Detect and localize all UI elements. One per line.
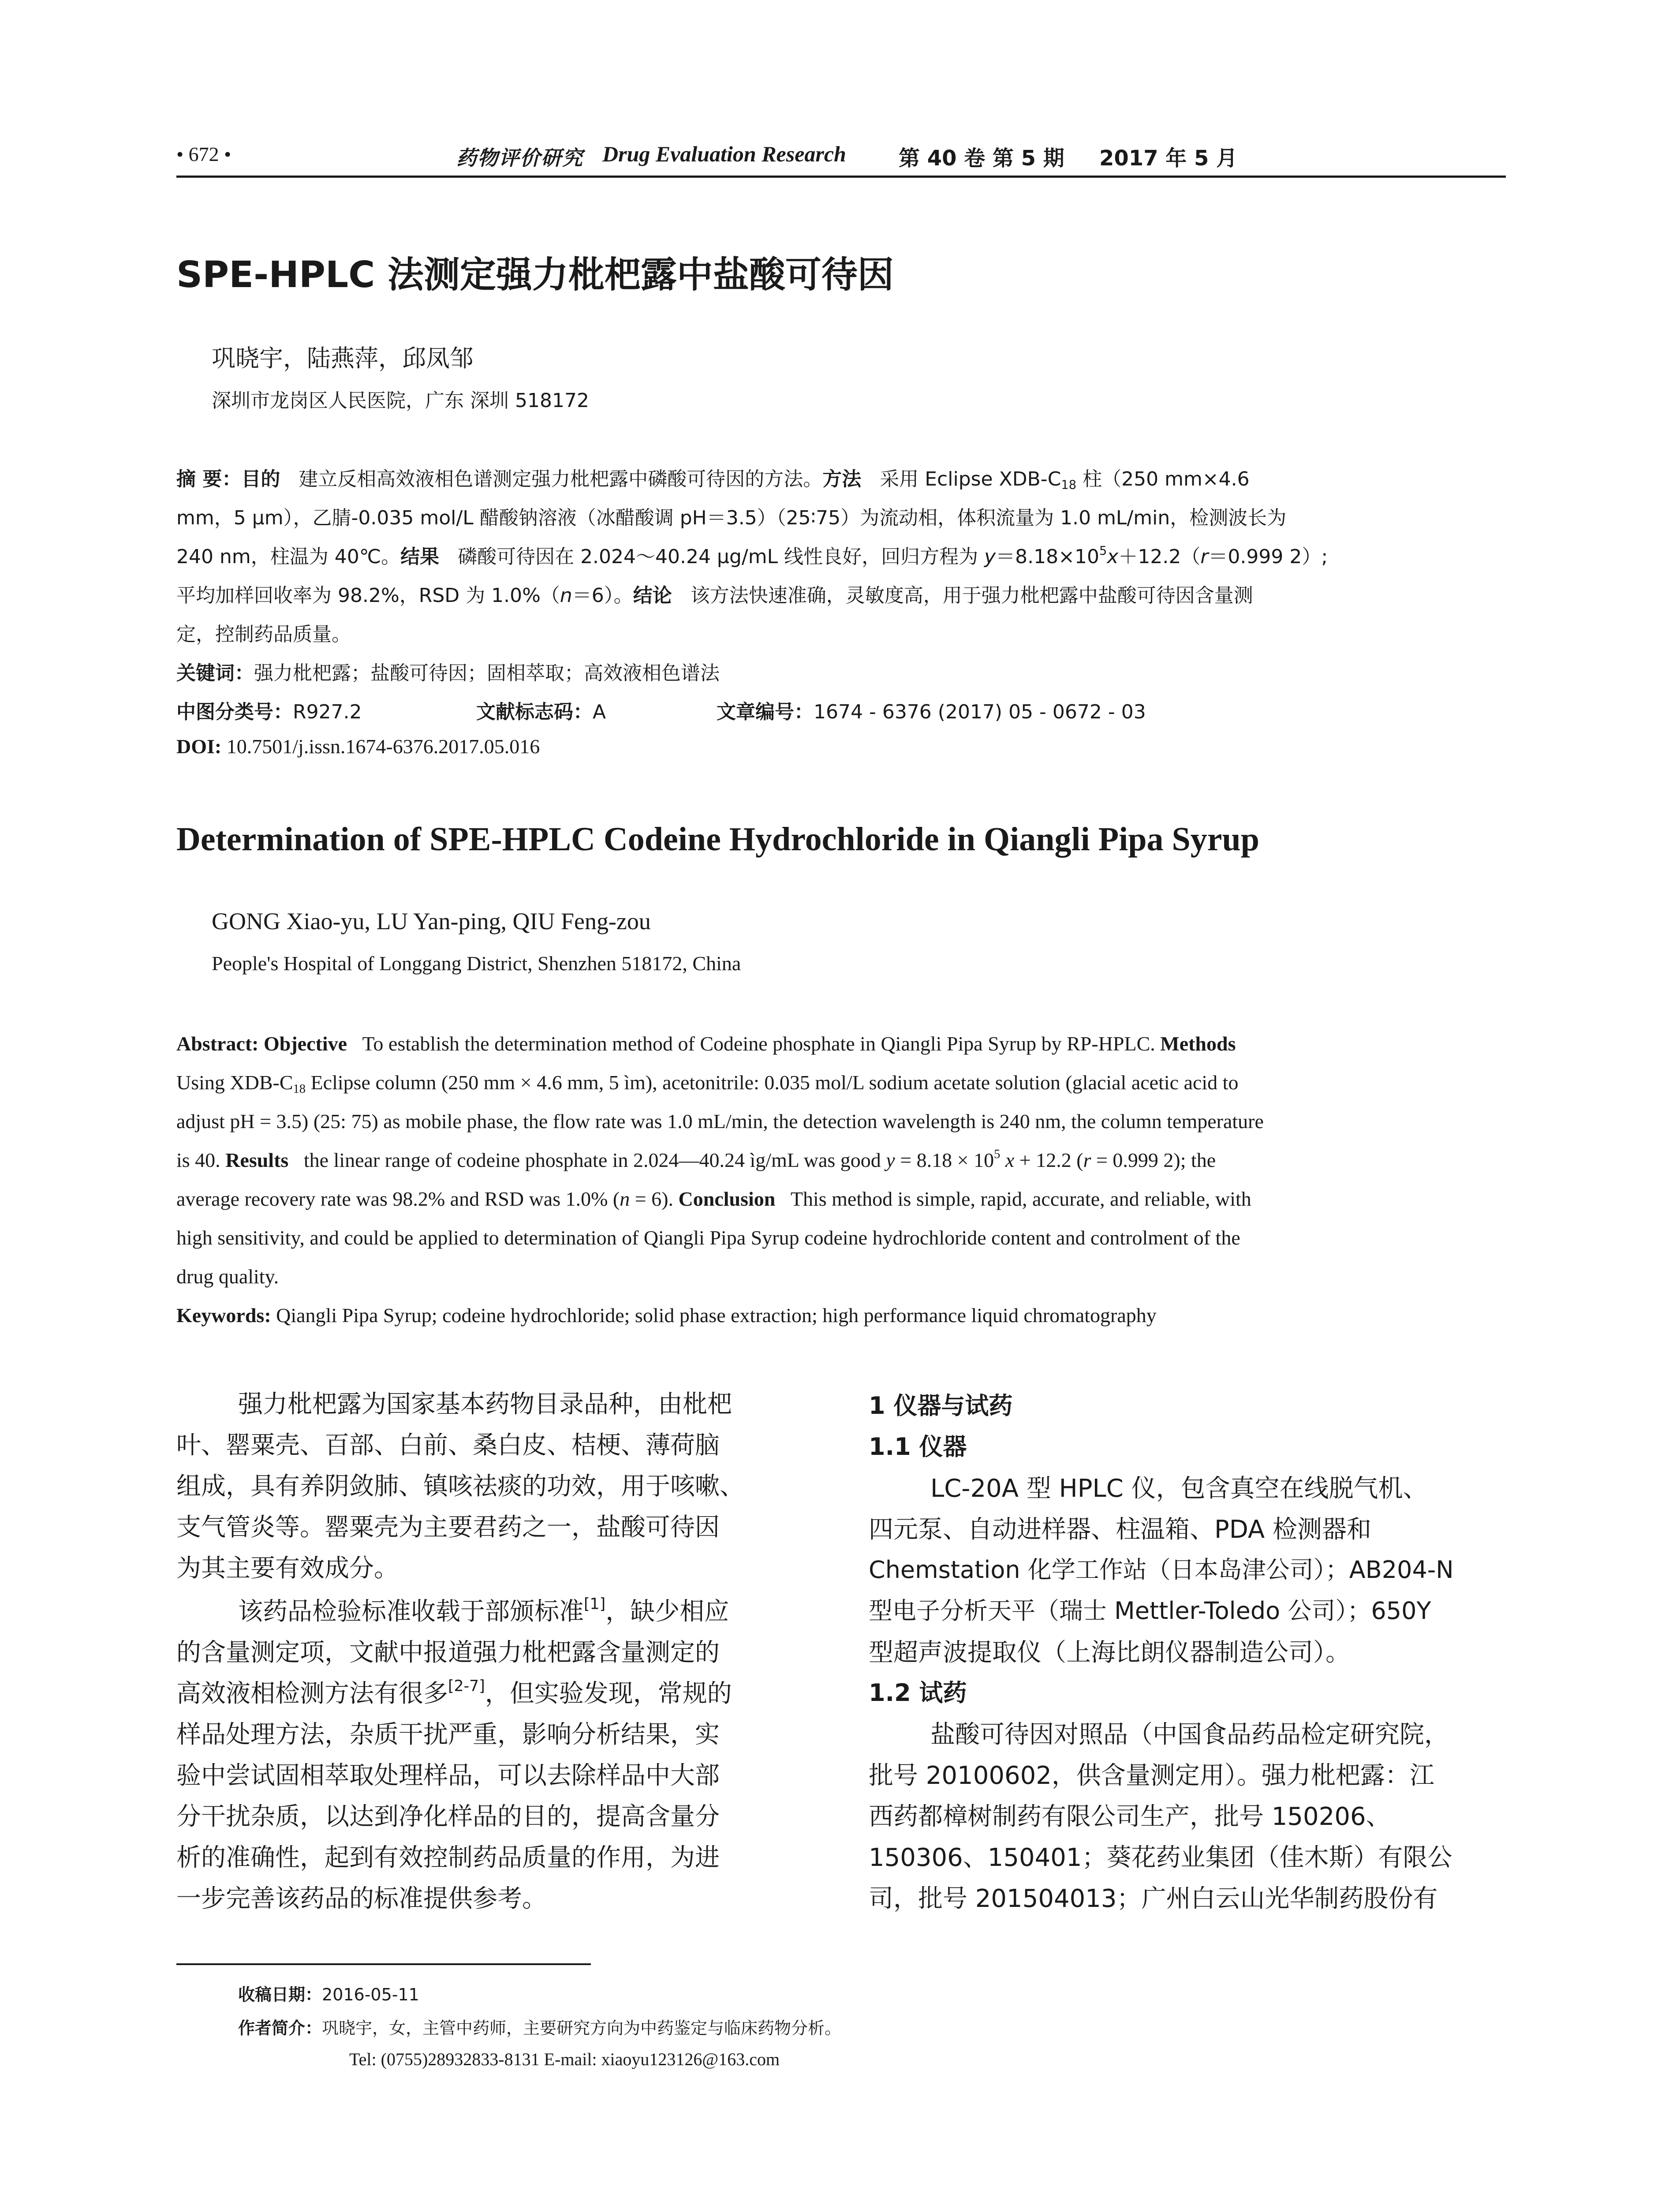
body-right-p1-line-2: 四元泵、自动进样器、柱温箱、PDA 检测器和 [869, 1515, 1372, 1544]
authors-en: GONG Xiao-yu, LU Yan-ping, QIU Feng-zou [212, 908, 651, 934]
journal-date: 2017 年 5 月 [1099, 146, 1238, 171]
keywords-en: Keywords: Qiangli Pipa Syrup; codeine hydrochloride; solid phase extraction; high performance liquid chromatography [176, 1304, 1157, 1327]
journal-issue: 第 40 卷 第 5 期 [899, 146, 1064, 171]
article-number: 文章编号：1674 - 6376 (2017) 05 - 0672 - 03 [717, 701, 1146, 723]
document-code: 文献标志码：A [476, 701, 606, 723]
footnote-received: 收稿日期：2016-05-11 [238, 1985, 419, 2004]
header-rule [176, 176, 1506, 178]
body-left-p2-line-3: 高效液相检测方法有很多[2-7]，但实验发现，常规的 [176, 1677, 732, 1708]
abstract-en-line-7: drug quality. [176, 1265, 279, 1288]
body-right-p2-line-5: 司，批号 201504013；广州白云山光华制药股份有 [869, 1884, 1438, 1913]
classification-line: 中图分类号：R927.2 [176, 701, 362, 723]
footnote-rule [176, 1963, 591, 1965]
body-left-p1-line-2: 叶、罂粟壳、百部、白前、桑白皮、桔梗、薄荷脑 [176, 1431, 720, 1460]
body-left-p2-line-5: 验中尝试固相萃取处理样品，可以去除样品中大部 [176, 1761, 720, 1790]
body-left-p2-line-2: 的含量测定项，文献中报道强力枇杷露含量测定的 [176, 1638, 720, 1667]
doi-line: DOI: 10.7501/j.issn.1674-6376.2017.05.016 [176, 735, 540, 758]
title-cn: SPE-HPLC 法测定强力枇杷露中盐酸可待因 [176, 254, 894, 296]
abstract-cn-line-1: 摘 要：目的 建立反相高效液相色谱测定强力枇杷露中磷酸可待因的方法。方法 采用 Eclipse XDB-$C_{18}$ 柱（250 mm×4.6 [176, 468, 1250, 492]
abstract-en-line-3: adjust pH = 3.5) (25: 75) as mobile phase, the flow rate was 1.0 mL/min, the detection wavelength is 240 nm, the column temperature [176, 1110, 1264, 1132]
abstract-cn-line-3: 240 nm，柱温为 40℃。结果 磷酸可待因在 2.024～40.24 μg/mL 线性良好，回归方程为 $y=8.18\times 10^5x+12.2(r=0.999$ 2）; [176, 544, 1328, 568]
body-right-p1-line-4: 型电子分析天平（瑞士 Mettler-Toledo 公司）；650Y [869, 1597, 1431, 1625]
footnote-bio: 作者简介：巩晓宇，女，主管中药师，主要研究方向为中药鉴定与临床药物分析。 [238, 2018, 842, 2038]
journal-logo-cn: 药物评价研究 [456, 146, 583, 170]
journal-name-en: Drug Evaluation Research [602, 142, 846, 166]
abstract-en-line-6: high sensitivity, and could be applied to determination of Qiangli Pipa Syrup codeine hydrochloride content and controlment of the [176, 1226, 1240, 1249]
authors-cn: 巩晓宇，陆燕萍，邱凤邹 [212, 344, 474, 372]
body-right-p2-line-3: 西药都樟树制药有限公司生产，批号 150206、 [869, 1802, 1391, 1831]
body-left-p2-line-1: 该药品检验标准收载于部颁标准[1]，缺少相应 [238, 1595, 729, 1626]
section-heading-1-1: 1.1 仪器 [869, 1433, 967, 1461]
abstract-cn-line-5: 定，控制药品质量。 [176, 623, 351, 646]
section-heading-1: 1 仪器与试药 [869, 1392, 1013, 1420]
abstract-en-line-4: is 40. Results the linear range of codeine phosphate in 2.024—40.24 ìg/mL was good $y = 8.18 \times 10^5$ x + 12.2 (r = 0.999 2); the [176, 1147, 1216, 1171]
body-left-p2-line-7: 析的准确性，起到有效控制药品质量的作用，为进 [176, 1843, 720, 1872]
citation-ref[interactable]: [1] [584, 1595, 606, 1613]
abstract-en-line-5: average recovery rate was 98.2% and RSD was 1.0% (n = 6). Conclusion This method is simple, rapid, accurate, and reliable, with [176, 1188, 1251, 1210]
affiliation-en: People's Hospital of Longgang District, Shenzhen 518172, China [212, 952, 741, 975]
title-en: Determination of SPE-HPLC Codeine Hydrochloride in Qiangli Pipa Syrup [176, 821, 1260, 858]
abstract-en-line-2: Using XDB-$C_{18}$ Eclipse column (250 mm × 4.6 mm, 5 ìm), acetonitrile: 0.035 mol/L sodium acetate solution (glacial acetic acid to [176, 1071, 1239, 1096]
abstract-cn-line-2: mm，5 μm），乙腈-0.035 mol/L 醋酸钠溶液（冰醋酸调 pH＝3.5）（25∶75）为流动相，体积流量为 1.0 mL/min，检测波长为 [176, 507, 1287, 529]
body-right-p1-line-3: Chemstation 化学工作站（日本岛津公司）；AB204-N [869, 1556, 1454, 1584]
body-left-p2-line-6: 分干扰杂质，以达到净化样品的目的，提高含量分 [176, 1802, 720, 1831]
body-right-p2-line-1: 盐酸可待因对照品（中国食品药品检定研究院， [930, 1720, 1449, 1749]
affiliation-cn: 深圳市龙岗区人民医院，广东 深圳 518172 [212, 389, 589, 412]
body-left-p1-line-4: 支气管炎等。罂粟壳为主要君药之一，盐酸可待因 [176, 1513, 720, 1542]
abstract-cn-line-4: 平均加样回收率为 98.2%，RSD 为 1.0%（n＝6）。结论 该方法快速准确，灵敏度高，用于强力枇杷露中盐酸可待因含量测 [176, 584, 1253, 607]
citation-ref[interactable]: [2-7] [448, 1677, 485, 1695]
body-left-p2-line-8: 一步完善该药品的标准提供参考。 [176, 1884, 547, 1913]
body-right-p2-line-2: 批号 20100602，供含量测定用）。强力枇杷露：江 [869, 1761, 1434, 1790]
section-heading-1-2: 1.2 试药 [869, 1679, 967, 1707]
body-right-p2-line-4: 150306、150401；葵花药业集团（佳木斯）有限公 [869, 1843, 1452, 1872]
abstract-en-line-1: Abstract: Objective To establish the determination method of Codeine phosphate in Qiangli Pipa Syrup by RP-HPLC. Methods [176, 1032, 1236, 1055]
body-left-p1-line-5: 为其主要有效成分。 [176, 1554, 399, 1583]
keywords-cn: 关键词：强力枇杷露；盐酸可待因；固相萃取；高效液相色谱法 [176, 662, 720, 684]
body-right-p1-line-5: 型超声波提取仪（上海比朗仪器制造公司）。 [869, 1638, 1350, 1667]
body-left-p2-line-4: 样品处理方法，杂质干扰严重，影响分析结果，实 [176, 1720, 720, 1749]
body-left-p1-line-1: 强力枇杷露为国家基本药物目录品种，由枇杷 [238, 1390, 732, 1419]
footnote-contact: Tel: (0755)28932833-8131 E-mail: xiaoyu123126@163.com [349, 2049, 780, 2069]
body-left-p1-line-3: 组成，具有养阴敛肺、镇咳祛痰的功效，用于咳嗽、 [176, 1472, 744, 1501]
body-right-p1-line-1: LC-20A 型 HPLC 仪，包含真空在线脱气机、 [930, 1474, 1428, 1503]
page-number: • 672 • [176, 143, 231, 165]
